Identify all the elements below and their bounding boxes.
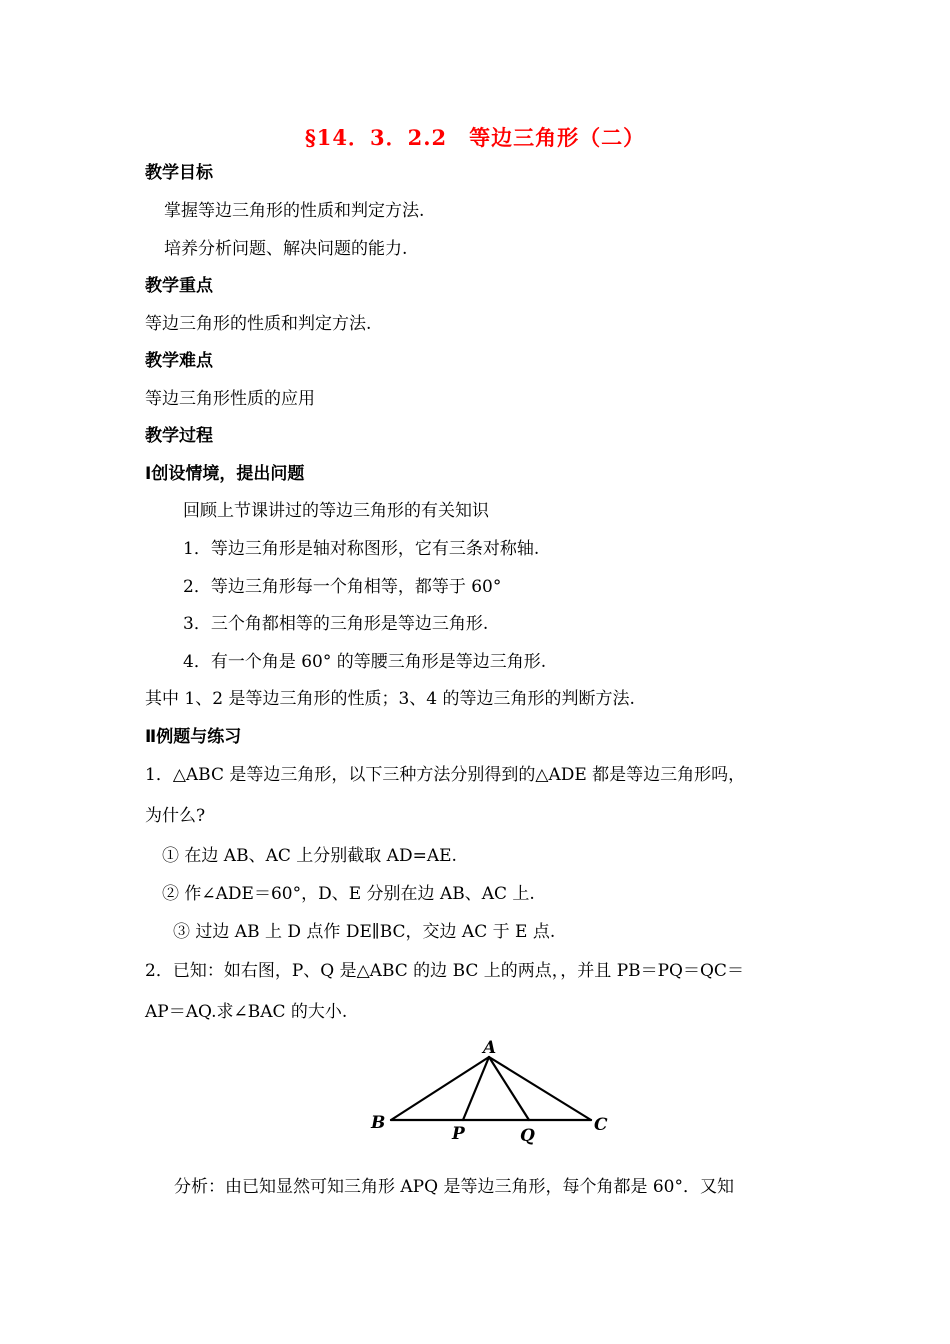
part1-summary: 其中 1、2 是等边三角形的性质；3、4 的等边三角形的判断方法. (145, 689, 635, 709)
segment-ac (489, 1057, 591, 1120)
part1-item: 4．有一个角是 60° 的等腰三角形是等边三角形. (183, 652, 547, 672)
analysis-text: 分析：由已知显然可知三角形 APQ 是等边三角形，每个角都是 60°．又知 (174, 1177, 734, 1197)
question-1-line-1: 1．△ABC 是等边三角形，以下三种方法分别得到的△ADE 都是等边三角形吗， (145, 765, 746, 785)
triangle-figure (365, 1035, 615, 1150)
part1-item: 2．等边三角形每一个角相等，都等于 60° (183, 577, 502, 597)
goal-item: 掌握等边三角形的性质和判定方法. (164, 201, 425, 221)
part1-heading: Ⅰ创设情境，提出问题 (145, 464, 305, 484)
vertex-label-a: A (483, 1038, 497, 1058)
question-1-option: ③ 过边 AB 上 D 点作 DE∥BC，交边 AC 于 E 点. (173, 922, 556, 942)
segment-ab (391, 1057, 489, 1120)
part2-heading: Ⅱ例题与练习 (145, 727, 242, 747)
goal-heading: 教学目标 (145, 163, 213, 183)
difficulty-text: 等边三角形性质的应用 (145, 389, 315, 409)
question-1-option: ② 作∠ADE＝60°，D、E 分别在边 AB、AC 上. (162, 884, 535, 904)
key-heading: 教学重点 (145, 276, 213, 296)
part1-item: 3．三个角都相等的三角形是等边三角形. (183, 614, 489, 634)
goal-item: 培养分析问题、解决问题的能力. (164, 239, 408, 259)
process-heading: 教学过程 (145, 426, 213, 446)
page-title: §14．3．2.2 等边三角形（二） (304, 125, 646, 150)
question-1-line-2: 为什么? (145, 806, 206, 826)
triangle-lines (391, 1057, 591, 1120)
point-label-p: P (452, 1124, 465, 1144)
part1-intro: 回顾上节课讲过的等边三角形的有关知识 (183, 501, 489, 521)
vertex-label-b: B (371, 1113, 386, 1133)
question-1-option: ① 在边 AB、AC 上分别截取 AD=AE. (162, 846, 457, 866)
segment-aq (489, 1057, 529, 1120)
part1-item: 1．等边三角形是轴对称图形，它有三条对称轴. (183, 539, 540, 559)
difficulty-heading: 教学难点 (145, 351, 213, 371)
question-2-line-2: AP＝AQ.求∠BAC 的大小. (145, 1002, 348, 1022)
question-2-line-1: 2．已知：如右图，P、Q 是△ABC 的边 BC 上的两点，，并且 PB＝PQ＝QC＝ (145, 961, 744, 981)
point-label-q: Q (520, 1126, 535, 1146)
vertex-label-c: C (594, 1115, 608, 1135)
key-text: 等边三角形的性质和判定方法. (145, 314, 372, 334)
